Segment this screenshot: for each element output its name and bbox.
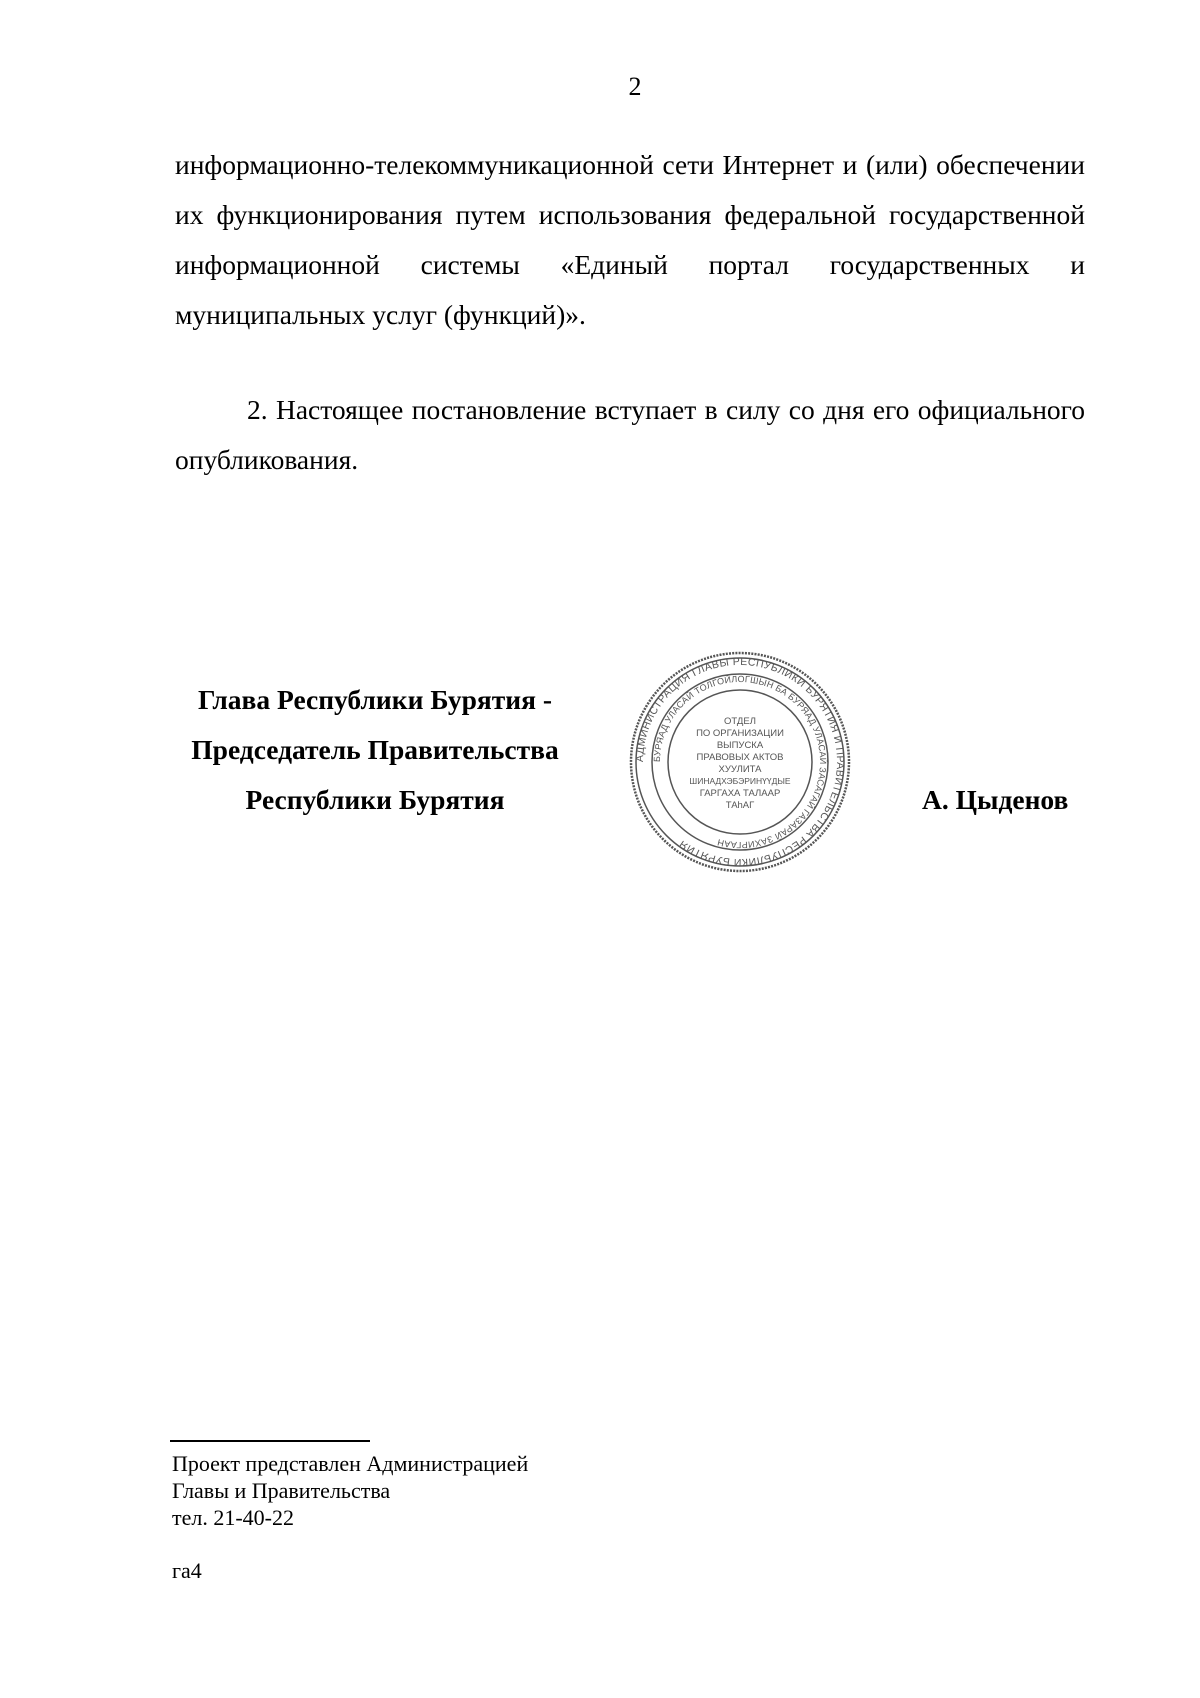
seal-center-line: ОТДЕЛ — [724, 716, 756, 727]
signer-title-line: Председатель Правительства — [191, 734, 559, 765]
paragraph-effective-date: 2. Настоящее постановление вступает в силу со дня его официального опубликования. — [175, 394, 1085, 475]
seal-center-line: ВЫПУСКА — [716, 740, 764, 751]
seal-center-line: ПО ОРГАНИЗАЦИИ — [696, 728, 784, 739]
document-code: га4 — [172, 1558, 202, 1583]
signer-title-line: Глава Республики Бурятия - — [197, 684, 553, 715]
signer-title-line: Республики Бурятия — [245, 784, 505, 815]
seal-center-line: ШИНАДХЭБЭРИНҮҮДЫЕ — [689, 776, 791, 786]
seal-inner-ring-text: БУРЯАД УЛАСАЙ ТОЛГОЙЛОГШЫН БА БУРЯАД УЛАСАЙ ЗАСАГАЙ ГАЗАРАЙ ЗАХИРГААН — [651, 673, 829, 851]
seal-outer-ring-text: АДМИНИСТРАЦИЯ ГЛАВЫ РЕСПУБЛИКИ БУРЯТИЯ И ПРАВИТЕЛЬСТВА РЕСПУБЛИКИ БУРЯТИЯ — [633, 655, 847, 869]
footnote-line: тел. 21-40-22 — [172, 1505, 295, 1530]
paragraph-continuation: информационно-телекоммуникационной сети Интернет и (или) обеспечении их функционирования путем использования федеральной государственной информационной системы «Единый портал государственных и муниципальных услуг (функций)». — [175, 149, 1085, 330]
page-number: 2 — [628, 72, 642, 101]
official-seal — [628, 650, 852, 874]
footnote-block — [172, 1450, 528, 1531]
footnote-divider — [170, 1440, 370, 1442]
footnote-line: Главы и Правительства — [172, 1478, 391, 1503]
seal-center-line: ТАһАГ — [725, 800, 755, 811]
signer-name: А. Цыденов — [922, 784, 1069, 815]
seal-center-line: ГАРГАХА ТАЛААР — [699, 788, 781, 799]
seal-center-line: ПРАВОВЫХ АКТОВ — [696, 752, 784, 763]
signer-title — [175, 675, 575, 825]
seal-center-line: ХУУЛИТА — [718, 764, 762, 775]
footnote-line: Проект представлен Администрацией — [172, 1451, 529, 1476]
